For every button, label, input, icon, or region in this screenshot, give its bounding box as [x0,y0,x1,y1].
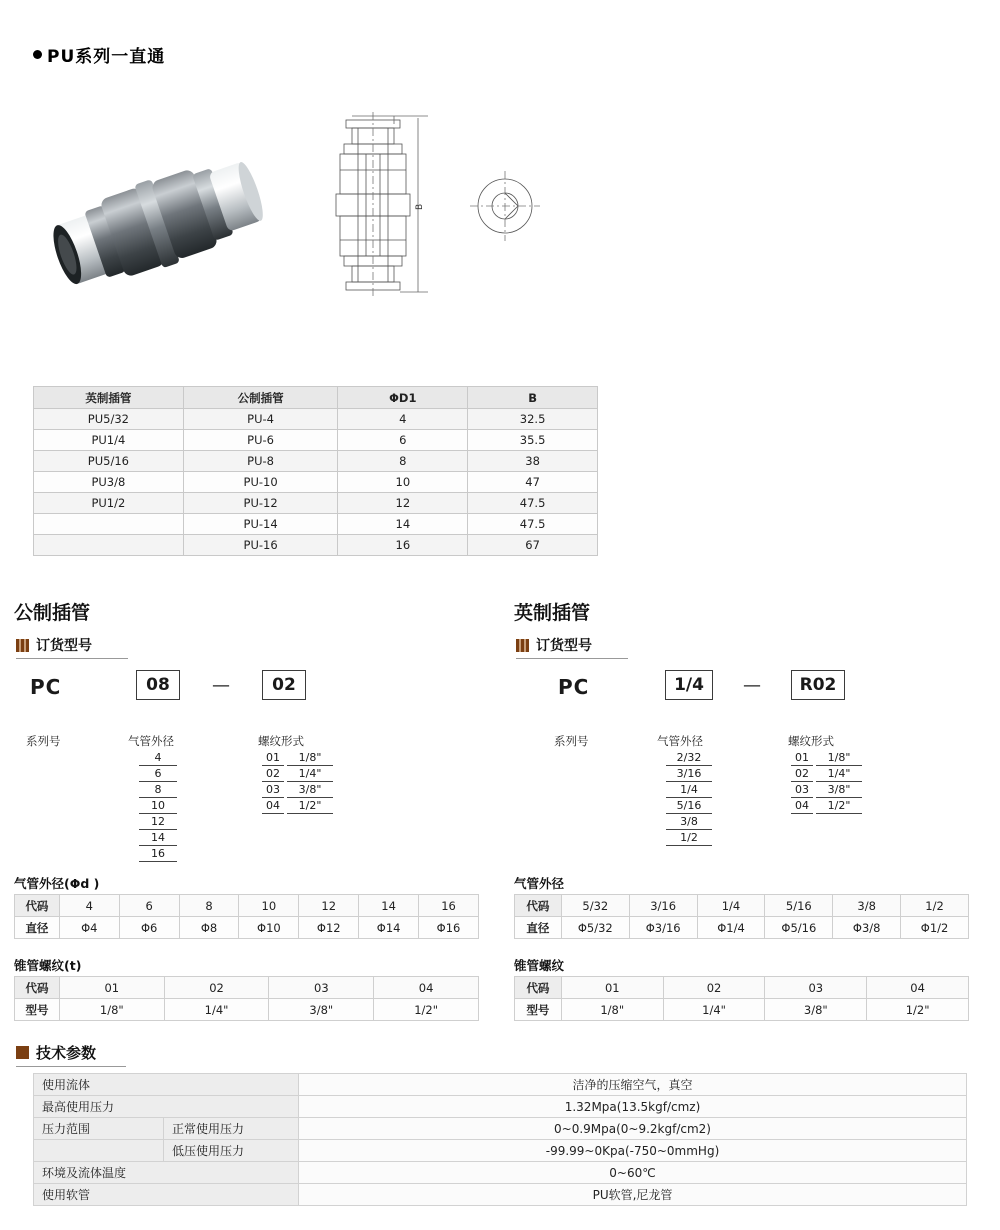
list-item: 02 1/4" [791,766,862,782]
cell: 1/4" [164,999,269,1021]
cell: 8 [338,451,468,472]
cell: PU-16 [183,535,338,556]
col-header-imperial: 英制插管 [34,387,184,409]
imperial-code-series: PC [558,675,590,699]
marker-icon [16,639,29,652]
list-item: 2/32 [666,750,712,766]
table-row [34,1140,967,1162]
technical-drawing [300,110,580,335]
cell: Φ4 [59,917,119,939]
cell: Φ3/8 [833,917,901,939]
row-sublabel: 低压使用压力 [164,1140,299,1162]
cell: PU3/8 [34,472,184,493]
table-row [34,472,598,493]
metric-label-thread: 螺纹形式 [258,734,304,748]
imperial-order-subheading-text: 订货型号 [536,638,592,654]
imperial-order-diagram [500,665,1000,875]
tech-heading-text: 技术参数 [36,1044,97,1062]
imperial-heading: 英制插管 [514,602,591,624]
spec-table [33,386,598,556]
imperial-thread-caption: 锥管螺纹 [514,958,565,973]
imperial-code-dash: — [743,675,761,696]
cell: 1/2 [901,895,969,917]
cell: 1/4" [663,999,765,1021]
cell [34,514,184,535]
cell: 03 [269,977,374,999]
cell: 12 [338,493,468,514]
list-item: 1/2 [666,830,712,846]
row-label: 最高使用压力 [34,1096,299,1118]
cell: Φ14 [359,917,419,939]
cell: 3/8 [833,895,901,917]
cell: 35.5 [468,430,598,451]
imperial-code-thread: R02 [791,670,845,700]
cell: Φ12 [299,917,359,939]
metric-code-thread: 02 [262,670,306,700]
table-row [34,1162,967,1184]
row-header: 代码 [15,977,60,999]
list-item: 3/8 [666,814,712,830]
row-value: 0~60℃ [299,1162,967,1184]
row-label: 环境及流体温度 [34,1162,299,1184]
metric-thread-table [14,976,479,1021]
list-item: 04 1/2" [791,798,862,814]
row-header: 型号 [15,999,60,1021]
imperial-thread-table [514,976,969,1021]
cell: 6 [338,430,468,451]
row-value: -99.99~0Kpa(-750~0mmHg) [299,1140,967,1162]
cell: 5/16 [765,895,833,917]
cell: PU1/2 [34,493,184,514]
cell: PU-6 [183,430,338,451]
table-row [34,451,598,472]
imperial-size-list [666,750,712,846]
table-row [34,1184,967,1206]
cell: 47 [468,472,598,493]
row-value: 洁净的压缩空气，真空 [299,1074,967,1096]
table-row [34,1074,967,1096]
cell: 47.5 [468,493,598,514]
cell: 12 [299,895,359,917]
cell: 01 [561,977,663,999]
cell: Φ16 [419,917,479,939]
list-item: 12 [139,814,177,830]
row-header: 型号 [515,999,562,1021]
row-value: 1.32Mpa(13.5kgf/cmz) [299,1096,967,1118]
list-item: 01 1/8" [262,750,333,766]
metric-code-series: PC [30,675,62,699]
cell: 3/16 [629,895,697,917]
row-header: 代码 [15,895,60,917]
cell: PU5/32 [34,409,184,430]
list-item: 5/16 [666,798,712,814]
row-label [34,1140,164,1162]
cell: 3/8" [269,999,374,1021]
row-label: 压力范围 [34,1118,164,1140]
table-row [34,409,598,430]
imperial-od-table [514,894,969,939]
cell: 03 [765,977,867,999]
cell: 67 [468,535,598,556]
cell: Φ5/32 [561,917,629,939]
cell: 1/8" [561,999,663,1021]
list-item: 01 1/8" [791,750,862,766]
table-row [34,514,598,535]
metric-size-list [139,750,177,862]
table-row [34,1118,967,1140]
product-photo [40,130,290,315]
cell: PU-8 [183,451,338,472]
metric-label-series: 系列号 [26,734,61,748]
cell: 4 [338,409,468,430]
cell: 8 [179,895,239,917]
list-item: 03 3/8" [791,782,862,798]
table-row [515,999,969,1021]
table-row [34,493,598,514]
cell: 38 [468,451,598,472]
dim-label-b: B [415,203,425,210]
cell: 14 [338,514,468,535]
table-row [34,535,598,556]
list-item: 03 3/8" [262,782,333,798]
metric-order-subheading-text: 订货型号 [36,638,92,654]
imperial-label-series: 系列号 [554,734,589,748]
imperial-thread-list [791,750,862,814]
row-value: PU软管,尼龙管 [299,1184,967,1206]
row-label: 使用软管 [34,1184,299,1206]
cell: 3/8" [765,999,867,1021]
cell [34,535,184,556]
imperial-label-thread: 螺纹形式 [788,734,834,748]
cell: 10 [239,895,299,917]
underline [16,658,128,659]
row-label: 使用流体 [34,1074,299,1096]
imperial-od-caption: 气管外径 [514,876,565,891]
metric-od-table [14,894,479,939]
cell: 04 [867,977,969,999]
cell: 14 [359,895,419,917]
metric-label-size: 气管外径 [128,734,174,748]
bullet-icon [33,50,42,59]
table-row [15,999,479,1021]
list-item: 1/4 [666,782,712,798]
list-item: 16 [139,846,177,862]
imperial-label-size: 气管外径 [657,734,703,748]
product-photo-svg [40,130,290,315]
cell: PU5/16 [34,451,184,472]
metric-code-dash: — [212,675,230,696]
list-item: 14 [139,830,177,846]
cell: 01 [59,977,164,999]
tech-heading [16,1042,126,1063]
row-header: 直径 [15,917,60,939]
cell: Φ3/16 [629,917,697,939]
table-row [34,1096,967,1118]
imperial-order-subheading [516,635,628,655]
cell: 6 [119,895,179,917]
underline [16,1066,126,1067]
row-value: 0~0.9Mpa(0~9.2kgf/cm2) [299,1118,967,1140]
cell: 10 [338,472,468,493]
page-title-text: PU系列一直通 [47,47,166,67]
metric-thread-list [262,750,333,814]
cell: 04 [374,977,479,999]
cell: 1/8" [59,999,164,1021]
list-item: 04 1/2" [262,798,333,814]
list-item: 8 [139,782,177,798]
cell: PU1/4 [34,430,184,451]
table-row [15,895,479,917]
list-item: 4 [139,750,177,766]
underline [516,658,628,659]
imperial-code-size: 1/4 [665,670,713,700]
metric-od-caption: 气管外径(Φd ) [14,876,100,891]
cell: Φ8 [179,917,239,939]
table-row [34,430,598,451]
col-header-metric: 公制插管 [183,387,338,409]
marker-icon [516,639,529,652]
row-sublabel: 正常使用压力 [164,1118,299,1140]
table-header-row [34,387,598,409]
col-header-d1: ΦD1 [338,387,468,409]
metric-order-subheading [16,635,128,655]
cell: PU-10 [183,472,338,493]
cell: 5/32 [561,895,629,917]
cell: 02 [164,977,269,999]
cell: PU-4 [183,409,338,430]
cell: 16 [419,895,479,917]
col-header-b: B [468,387,598,409]
list-item: 6 [139,766,177,782]
row-header: 代码 [515,977,562,999]
marker-icon [16,1046,29,1059]
table-row [15,977,479,999]
cell: 4 [59,895,119,917]
cell: 1/2" [374,999,479,1021]
table-row [15,917,479,939]
cell: 32.5 [468,409,598,430]
cell: Φ1/2 [901,917,969,939]
cell: Φ5/16 [765,917,833,939]
metric-heading: 公制插管 [14,602,91,624]
metric-code-size: 08 [136,670,180,700]
row-header: 直径 [515,917,562,939]
cell: PU-14 [183,514,338,535]
page-title [33,42,165,67]
technical-drawing-svg [300,110,580,335]
list-item: 3/16 [666,766,712,782]
row-header: 代码 [515,895,562,917]
cell: 1/2" [867,999,969,1021]
cell: 02 [663,977,765,999]
metric-order-diagram [0,665,500,875]
table-row [515,895,969,917]
table-row [515,917,969,939]
cell: 1/4 [697,895,765,917]
table-row [515,977,969,999]
cell: Φ10 [239,917,299,939]
cell: Φ6 [119,917,179,939]
cell: 16 [338,535,468,556]
list-item: 02 1/4" [262,766,333,782]
cell: 47.5 [468,514,598,535]
cell: PU-12 [183,493,338,514]
list-item: 10 [139,798,177,814]
cell: Φ1/4 [697,917,765,939]
tech-params-table [33,1073,967,1206]
metric-thread-caption: 锥管螺纹(t) [14,958,82,973]
